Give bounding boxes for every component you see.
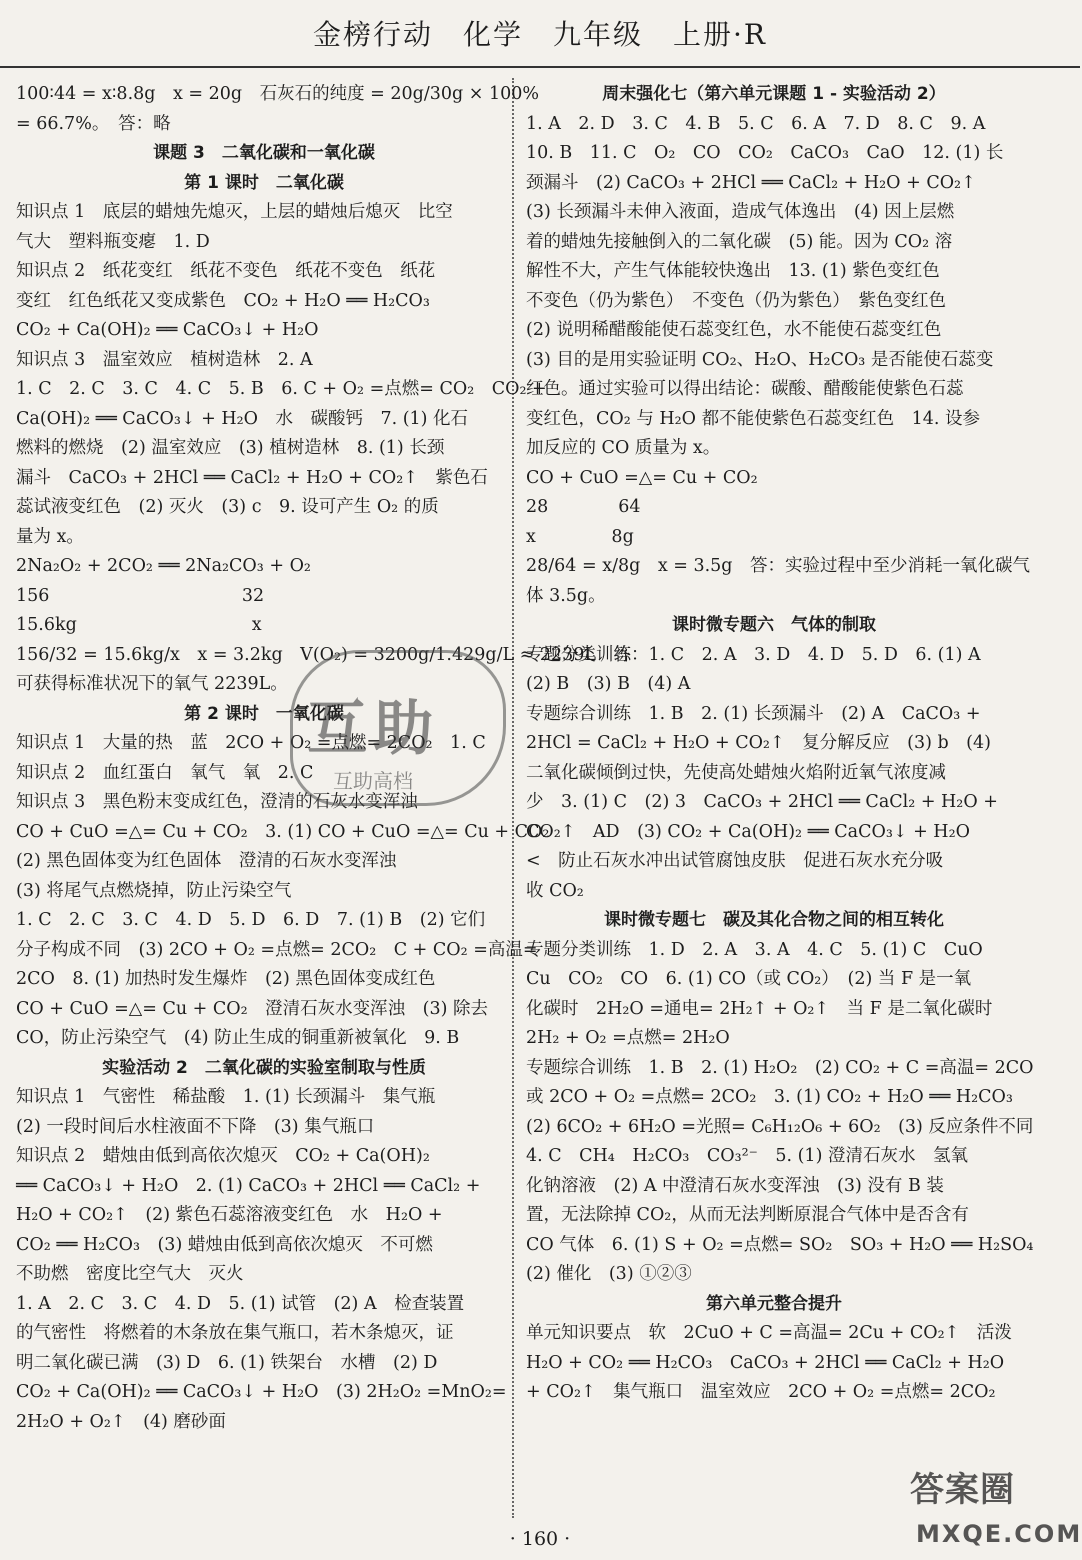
answer-line: 变红色，CO₂ 与 H₂O 都不能使紫色石蕊变红色 14. 设参	[526, 408, 980, 429]
answer-line: CO₂ + Ca(OH)₂ ══ CaCO₃↓ + H₂O	[16, 320, 319, 340]
answer-line: 1. A 2. C 3. C 4. D 5. (1) 试管 (2) A 检查装置	[16, 1293, 465, 1314]
answer-line: 变红 红色纸花又变成紫色 CO₂ + H₂O ══ H₂CO₃	[16, 290, 430, 311]
section-heading: 第 2 课时 一氧化碳	[184, 703, 344, 724]
answer-line: Ca(OH)₂ ══ CaCO₃↓ + H₂O 水 碳酸钙 7. (1) 化石	[16, 408, 469, 429]
answer-line: 单元知识要点 软 2CuO + C =高温= 2Cu + CO₂↑ 活泼	[526, 1323, 1012, 1343]
answer-line: 燃料的燃烧 (2) 温室效应 (3) 植树造林 8. (1) 长颈	[16, 438, 445, 458]
column-divider	[512, 78, 514, 1518]
answer-line: < 防止石灰水冲出试管腐蚀皮肤 促进石灰水充分吸	[526, 851, 944, 871]
answer-line: 知识点 2 纸花变红 纸花不变色 纸花不变色 纸花	[16, 261, 436, 281]
answer-line: CO₂↑ AD (3) CO₂ + Ca(OH)₂ ══ CaCO₃↓ + H₂O	[526, 821, 970, 842]
answer-line: (2) 催化 (3) ①②③	[526, 1264, 692, 1284]
answer-line: 专题分类训练 1. C 2. A 3. D 4. D 5. D 6. (1) A	[526, 644, 981, 665]
answer-line: (2) B (3) B (4) A	[526, 674, 691, 694]
answer-line: 4. C CH₄ H₂CO₃ CO₃²⁻ 5. (1) 澄清石灰水 氢氧	[526, 1146, 968, 1166]
answer-line: CO + CuO =△= Cu + CO₂	[526, 467, 758, 488]
answer-line: CO + CuO =△= Cu + CO₂ 3. (1) CO + CuO =△= Cu + CO₂	[16, 821, 550, 842]
answer-line: 1. C 2. C 3. C 4. C 5. B 6. C + O₂ =点燃= CO₂ CO₂ +	[16, 379, 547, 399]
answer-line: 明二氧化碳已满 (3) D 6. (1) 铁架台 水槽 (2) D	[16, 1352, 438, 1373]
answer-line: 10. B 11. C O₂ CO CO₂ CaCO₃ CaO 12. (1) 长	[526, 143, 1004, 163]
answer-line: 知识点 3 温室效应 植树造林 2. A	[16, 349, 313, 370]
answer-line: 蕊试液变红色 (2) 灭火 (3) c 9. 设可产生 O₂ 的质	[16, 497, 439, 517]
answer-line: 漏斗 CaCO₃ + 2HCl ══ CaCl₂ + H₂O + CO₂↑ 紫色石	[16, 467, 488, 488]
answer-line: 收 CO₂	[526, 880, 584, 901]
answer-line: 2HCl = CaCl₂ + H₂O + CO₂↑ 复分解反应 (3) b (4)	[526, 733, 991, 753]
answer-line: 化碳时 2H₂O =通电= 2H₂↑ + O₂↑ 当 F 是二氧化碳时	[526, 998, 993, 1019]
stamp-seal	[290, 650, 506, 806]
answer-line: 2H₂O + O₂↑ (4) 磨砂面	[16, 1411, 226, 1432]
answer-line: 分子构成不同 (3) 2CO + O₂ =点燃= 2CO₂ C + CO₂ =高温=	[16, 939, 538, 960]
watermark-main: 答案圈	[910, 1470, 1015, 1510]
answer-line: 的气密性 将燃着的木条放在集气瓶口，若木条熄灭，证	[16, 1323, 454, 1343]
answer-line: = 66.7%。 答：略	[16, 113, 171, 134]
answer-line: 解性不大，产生气体能较快逸出 13. (1) 紫色变红色	[526, 261, 940, 281]
answer-line: (3) 长颈漏斗未伸入液面，造成气体逸出 (4) 因上层燃	[526, 202, 955, 222]
answer-line: 15.6kg x	[16, 615, 262, 635]
answer-line: (2) 说明稀醋酸能使石蕊变红色，水不能使石蕊变红色	[526, 320, 942, 340]
answer-line: 专题分类训练 1. D 2. A 3. A 4. C 5. (1) C CuO	[526, 939, 983, 960]
answer-line: (3) 目的是用实验证明 CO₂、H₂O、H₂CO₃ 是否能使石蕊变	[526, 349, 994, 370]
section-heading: 课时微专题七 碳及其化合物之间的相互转化	[604, 910, 944, 930]
answer-line: 知识点 1 气密性 稀盐酸 1. (1) 长颈漏斗 集气瓶	[16, 1087, 436, 1107]
answer-line: CO + CuO =△= Cu + CO₂ 澄清石灰水变浑浊 (3) 除去	[16, 998, 488, 1019]
answer-line: H₂O + CO₂↑ (2) 紫色石蕊溶液变红色 水 H₂O +	[16, 1205, 443, 1225]
answer-line: 知识点 1 底层的蜡烛先熄灭，上层的蜡烛后熄灭 比空	[16, 202, 453, 222]
answer-line: 可获得标准状况下的氧气 2239L。	[16, 674, 288, 694]
header-title: 金榜行动 化学 九年级 上册·R	[313, 18, 767, 51]
answer-line: CO 气体 6. (1) S + O₂ =点燃= SO₂ SO₃ + H₂O ══ H₂SO₄	[526, 1234, 1034, 1255]
answer-line: 不助燃 密度比空气大 灭火	[16, 1264, 244, 1284]
answer-line: 气大 塑料瓶变瘪 1. D	[16, 231, 210, 252]
answer-line: x 8g	[526, 526, 634, 547]
answer-line: 量为 x。	[16, 526, 84, 547]
watermark-sub: MXQE.COM	[916, 1520, 1082, 1548]
answer-line: ══ CaCO₃↓ + H₂O 2. (1) CaCO₃ + 2HCl ══ CaCl₂ +	[16, 1175, 481, 1196]
answer-line: 二氧化碳倾倒过快，先使高处蜡烛火焰附近氧气浓度减	[526, 762, 946, 783]
answer-line: 知识点 2 蜡烛由低到高依次熄灭 CO₂ + Ca(OH)₂	[16, 1146, 430, 1166]
answer-line: 2CO 8. (1) 加热时发生爆炸 (2) 黑色固体变成红色	[16, 969, 436, 989]
answer-line: Cu CO₂ CO 6. (1) CO（或 CO₂） (2) 当 F 是一氧	[526, 969, 972, 989]
answer-line: (2) 一段时间后水柱液面不下降 (3) 集气瓶口	[16, 1116, 375, 1137]
section-heading: 周末强化七（第六单元课题 1 - 实验活动 2）	[602, 84, 946, 104]
answer-line: 知识点 1 大量的热 蓝 2CO + O₂ =点燃= 2CO₂ 1. C	[16, 733, 486, 753]
answer-line: 加反应的 CO 质量为 x。	[526, 438, 721, 458]
answer-line: 专题综合训练 1. B 2. (1) 长颈漏斗 (2) A CaCO₃ +	[526, 703, 981, 724]
page-number: · 160 ·	[509, 1528, 571, 1550]
answer-line: 2H₂ + O₂ =点燃= 2H₂O	[526, 1028, 730, 1048]
answer-line: 知识点 2 血红蛋白 氧气 氧 2. C	[16, 762, 314, 783]
answer-line: 或 2CO + O₂ =点燃= 2CO₂ 3. (1) CO₂ + H₂O ══ H₂CO₃	[526, 1087, 1013, 1107]
answer-line: CO₂ ══ H₂CO₃ (3) 蜡烛由低到高依次熄灭 不可燃	[16, 1234, 433, 1255]
stamp-text: 互助	[307, 694, 439, 764]
answer-line: (2) 6CO₂ + 6H₂O =光照= C₆H₁₂O₆ + 6O₂ (3) 反应条件不同	[526, 1116, 1034, 1137]
answer-line: (2) 黑色固体变为红色固体 澄清的石灰水变浑浊	[16, 851, 397, 871]
answer-line: 2Na₂O₂ + 2CO₂ ══ 2Na₂CO₃ + O₂	[16, 556, 311, 576]
answer-line: 化钠溶液 (2) A 中澄清石灰水变浑浊 (3) 没有 B 装	[526, 1175, 944, 1196]
answer-line: 置，无法除掉 CO₂，从而无法判断原混合气体中是否含有	[526, 1205, 969, 1225]
section-heading: 课时微专题六 气体的制取	[672, 615, 876, 635]
answer-line: 知识点 3 黑色粉末变成红色，澄清的石灰水变浑浊	[16, 792, 418, 812]
answer-line: 100∶44 = x∶8.8g x = 20g 石灰石的纯度 = 20g/30g × 100%	[16, 84, 540, 104]
answer-line: 体 3.5g。	[526, 585, 606, 606]
stamp-subtext: 互助高档	[333, 769, 413, 793]
answer-line: H₂O + CO₂ ══ H₂CO₃ CaCO₃ + 2HCl ══ CaCl₂ + H₂O	[526, 1352, 1005, 1373]
answer-line: 1. A 2. D 3. C 4. B 5. C 6. A 7. D 8. C 9. A	[526, 113, 986, 134]
answer-line: 红色。通过实验可以得出结论：碳酸、醋酸能使紫色石蕊	[526, 379, 964, 399]
answer-line: 156 32	[16, 585, 265, 606]
answer-line: + CO₂↑ 集气瓶口 温室效应 2CO + O₂ =点燃= 2CO₂	[526, 1382, 996, 1402]
answer-line: 28 64	[526, 497, 641, 517]
answer-line: 少 3. (1) C (2) 3 CaCO₃ + 2HCl ══ CaCl₂ + H₂O +	[526, 792, 998, 812]
right-column	[526, 80, 1034, 1408]
section-heading: 课题 3 二氧化碳和一氧化碳	[153, 143, 375, 163]
section-heading: 第 1 课时 二氧化碳	[184, 172, 344, 193]
section-heading: 实验活动 2 二氧化碳的实验室制取与性质	[102, 1057, 426, 1078]
answer-line: 颈漏斗 (2) CaCO₃ + 2HCl ══ CaCl₂ + H₂O + CO₂↑	[526, 172, 976, 193]
answer-line: 不变色（仍为紫色） 不变色（仍为紫色） 紫色变红色	[526, 290, 946, 311]
answer-line: CO₂ + Ca(OH)₂ ══ CaCO₃↓ + H₂O (3) 2H₂O₂ =MnO₂=	[16, 1382, 507, 1402]
answer-line: 1. C 2. C 3. C 4. D 5. D 6. D 7. (1) B (2) 它们	[16, 910, 486, 930]
answer-line: 156/32 = 15.6kg/x x = 3.2kg V(O₂) = 3200g/1.429g/L ≈ 2239L 答：	[16, 644, 649, 665]
answer-line: CO，防止污染空气 (4) 防止生成的铜重新被氧化 9. B	[16, 1028, 460, 1048]
answer-line: (3) 将尾气点燃烧掉，防止污染空气	[16, 880, 292, 901]
answer-line: 专题综合训练 1. B 2. (1) H₂O₂ (2) CO₂ + C =高温= 2CO	[526, 1057, 1034, 1078]
page-header	[0, 0, 1080, 68]
answer-line: 着的蜡烛先接触倒入的二氧化碳 (5) 能。因为 CO₂ 溶	[526, 231, 953, 252]
section-heading: 第六单元整合提升	[706, 1293, 842, 1314]
answer-line: 28/64 = x/8g x = 3.5g 答：实验过程中至少消耗一氧化碳气	[526, 556, 1031, 576]
